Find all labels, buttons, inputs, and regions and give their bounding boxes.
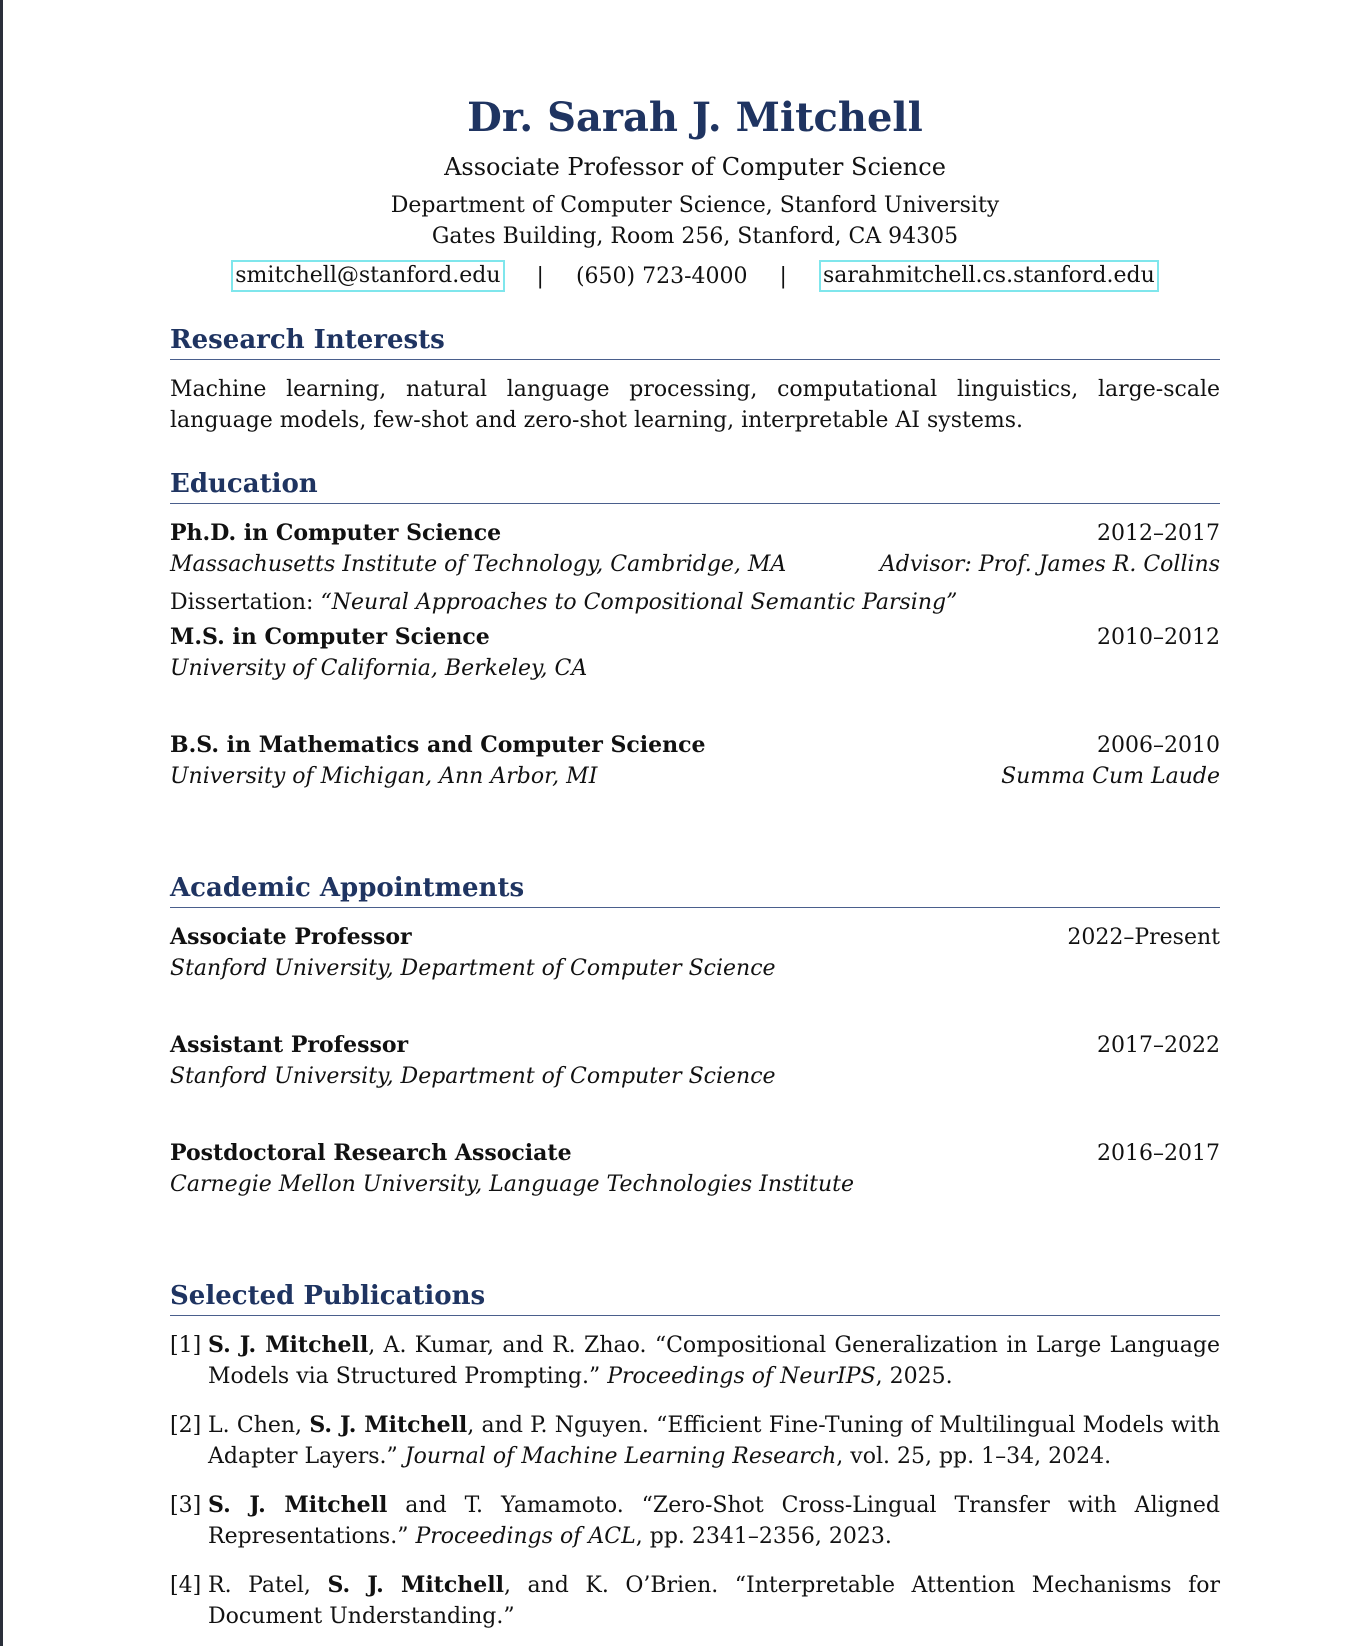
author-self: S. J. Mitchell [309,1412,468,1438]
appointment-role: Postdoctoral Research Associate [170,1140,572,1166]
publication-venue: Proceedings of NeurIPS [607,1364,876,1389]
publication-citation [208,1330,1220,1392]
education-entry [170,730,1220,792]
coauthors: L. Chen, [208,1413,310,1438]
institution: University of Michigan, Ann Arbor, MI [170,764,598,789]
degree-title: B.S. in Mathematics and Computer Science [170,732,706,758]
author-self: S. J. Mitchell [327,1572,504,1598]
degree-years: 2012–2017 [1097,521,1220,546]
appointment-place: Stanford University, Department of Computer Science [170,956,776,981]
institution: Massachusetts Institute of Technology, Cambridge, MA [170,552,787,577]
publication-number: [1] [170,1333,202,1358]
degree-years: 2010–2012 [1097,625,1220,650]
degree-years: 2006–2010 [1097,733,1220,758]
section-title: Research Interests [170,322,1220,360]
publication-item [170,1330,1220,1392]
appointments-section [170,870,1220,1200]
cv-page [170,92,1220,1650]
education-entry [170,518,1220,618]
page-left-border [0,0,3,1646]
dissertation-line [170,587,1220,618]
institution: University of California, Berkeley, CA [170,656,588,681]
appointment-role: Associate Professor [170,924,412,950]
appointment-role: Assistant Professor [170,1032,409,1058]
publication-item [170,1570,1220,1632]
person-name: Dr. Sarah J. Mitchell [467,94,923,141]
appointment-place: Carnegie Mellon University, Language Technologies Institute [170,1172,855,1197]
person-position: Associate Professor of Computer Science [444,153,946,181]
contact-separator: | [779,263,787,289]
degree-title: M.S. in Computer Science [170,624,490,650]
coauthors: R. Patel, [208,1573,328,1598]
degree-note: Advisor: Prof. James R. Collins [879,552,1220,577]
author-self: S. J. Mitchell [208,1332,369,1358]
author-self: S. J. Mitchell [208,1492,388,1518]
section-title: Education [170,466,1220,504]
email-link[interactable]: smitchell@stanford.edu [231,260,504,292]
citation-tail: , pp. 2341–2356, 2023. [635,1524,892,1549]
publication-citation [208,1490,1220,1552]
education-section [170,466,1220,792]
citation-tail: , 2025. [875,1364,953,1389]
phone-number: (650) 723-4000 [575,263,748,289]
research-interests-section [170,322,1220,436]
citation-text: and T. Yamamoto. “Zero-Shot Cross-Lingual Transfer with Aligned Representations.” [208,1493,1220,1549]
publication-item [170,1490,1220,1552]
publication-citation [208,1410,1220,1472]
dissertation-title: “Neural Approaches to Compositional Semantic Parsing” [320,590,958,615]
research-interests-text: Machine learning, natural language processing, computational linguistics, large-scale language models, few-shot and zero-shot learning, interpretable AI systems. [170,377,1220,433]
website-link[interactable]: sarahmitchell.cs.stanford.edu [819,260,1159,292]
citation-text: , A. Kumar, and R. Zhao. “Compositional Generalization in Large Language Models via Structured Prompting.” [208,1333,1221,1389]
appointment-entry [170,922,1220,984]
address-line: Gates Building, Room 256, Stanford, CA 94305 [431,224,959,249]
cv-header [170,92,1220,292]
publication-number: [2] [170,1413,202,1438]
appointment-years: 2017–2022 [1097,1033,1220,1058]
appointment-entry [170,1030,1220,1092]
publication-venue: Journal of Machine Learning Research [404,1444,837,1469]
appointment-place: Stanford University, Department of Computer Science [170,1064,776,1089]
department-line: Department of Computer Science, Stanford University [390,193,1000,218]
section-title: Selected Publications [170,1278,1220,1316]
contact-separator: | [536,263,544,289]
degree-title: Ph.D. in Computer Science [170,520,502,546]
dissertation-label: Dissertation: [170,590,314,615]
citation-text: , and K. O’Brien. “Interpretable Attention Mechanisms for Document Understanding.” [208,1573,1220,1629]
appointment-years: 2016–2017 [1097,1141,1220,1166]
publications-section [170,1278,1220,1632]
publication-list [170,1330,1220,1632]
degree-note: Summa Cum Laude [1001,764,1220,789]
contact-line [170,260,1220,292]
publication-venue: Proceedings of ACL [415,1524,636,1549]
publication-number: [3] [170,1493,202,1518]
citation-text: , and P. Nguyen. “Efficient Fine-Tuning of Multilingual Models with Adapter Layers.” [208,1413,1220,1469]
appointment-entry [170,1138,1220,1200]
section-title: Academic Appointments [170,870,1220,908]
publication-citation [208,1570,1220,1632]
appointment-years: 2022–Present [1067,925,1220,950]
citation-tail: , vol. 25, pp. 1–34, 2024. [836,1444,1112,1469]
publication-item [170,1410,1220,1472]
publication-number: [4] [170,1573,202,1598]
education-entry [170,622,1220,684]
